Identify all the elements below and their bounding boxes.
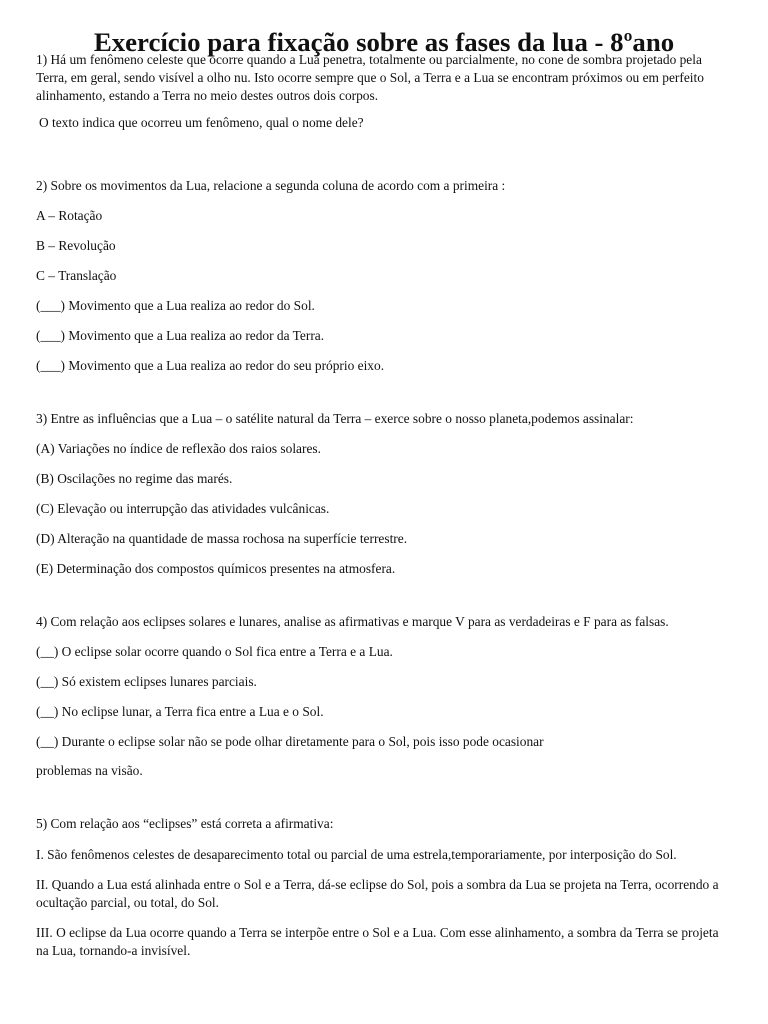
statement-i: I. São fenômenos celestes de desaparecimento total ou parcial de uma estrela,temporariamente, por interposição do Sol. <box>36 847 677 862</box>
list-item-continuation: problemas na visão. <box>36 763 143 778</box>
option-b: (B) Oscilações no regime das marés. <box>36 471 233 486</box>
question-4-text: 4) Com relação aos eclipses solares e lunares, analise as afirmativas e marque V para as verdadeiras e F para as falsas. <box>36 614 669 629</box>
question-4 <box>36 613 732 780</box>
list-item: (__) Durante o eclipse solar não se pode olhar diretamente para o Sol, pois isso pode ocasionar <box>36 734 544 749</box>
question-2-text: 2) Sobre os movimentos da Lua, relacione a segunda coluna de acordo com a primeira : <box>36 178 506 193</box>
question-5 <box>36 815 732 960</box>
list-item: A – Rotação <box>36 208 103 223</box>
list-item: (__) O eclipse solar ocorre quando o Sol fica entre a Terra e a Lua. <box>36 644 393 659</box>
option-a: (A) Variações no índice de reflexão dos raios solares. <box>36 441 321 456</box>
list-item: (__) No eclipse lunar, a Terra fica entre a Lua e o Sol. <box>36 704 324 719</box>
question-1-ask: O texto indica que ocorreu um fenômeno, qual o nome dele? <box>39 115 364 130</box>
option-c: (C) Elevação ou interrupção das atividades vulcânicas. <box>36 501 330 516</box>
list-item: B – Revolução <box>36 238 116 253</box>
list-item: (__) Só existem eclipses lunares parciais. <box>36 674 257 689</box>
list-item: (___) Movimento que a Lua realiza ao redor do seu próprio eixo. <box>36 358 385 373</box>
list-item: (___) Movimento que a Lua realiza ao redor do Sol. <box>36 298 315 313</box>
option-d: (D) Alteração na quantidade de massa rochosa na superfície terrestre. <box>36 531 408 546</box>
question-3 <box>36 410 732 578</box>
question-1-text: 1) Há um fenômeno celeste que ocorre quando a Lua penetra, totalmente ou parcialmente, no cone de sombra projetado pela Terra, em geral, sendo visível a olho nu. Isto ocorre sempre que o Sol, a Terra e a Lua se encontram próximos ou em perfeito alinhamento, estando a Terra no meio destes outros dois corpos. <box>36 52 708 103</box>
page-title: Exercício para fixação sobre as fases da lua - 8ºano <box>93 27 675 57</box>
list-item: (___) Movimento que a Lua realiza ao redor da Terra. <box>36 328 325 343</box>
option-e: (E) Determinação dos compostos químicos presentes na atmosfera. <box>36 561 396 576</box>
statement-iii: III. O eclipse da Lua ocorre quando a Terra se interpõe entre o Sol e a Lua. Com esse alinhamento, a sombra da Terra se projeta na Lua, tornando-a invisível. <box>36 925 722 958</box>
list-item: C – Translação <box>36 268 117 283</box>
question-2 <box>36 177 732 375</box>
question-5-text: 5) Com relação aos “eclipses” está correta a afirmativa: <box>36 816 334 831</box>
question-1 <box>36 51 732 132</box>
statement-ii: II. Quando a Lua está alinhada entre o Sol e a Terra, dá-se eclipse do Sol, pois a sombra da Lua se projeta na Terra, ocorrendo a ocultação parcial, ou total, do Sol. <box>36 877 722 910</box>
question-3-text: 3) Entre as influências que a Lua – o satélite natural da Terra – exerce sobre o nosso planeta,podemos assinalar: <box>36 411 634 426</box>
